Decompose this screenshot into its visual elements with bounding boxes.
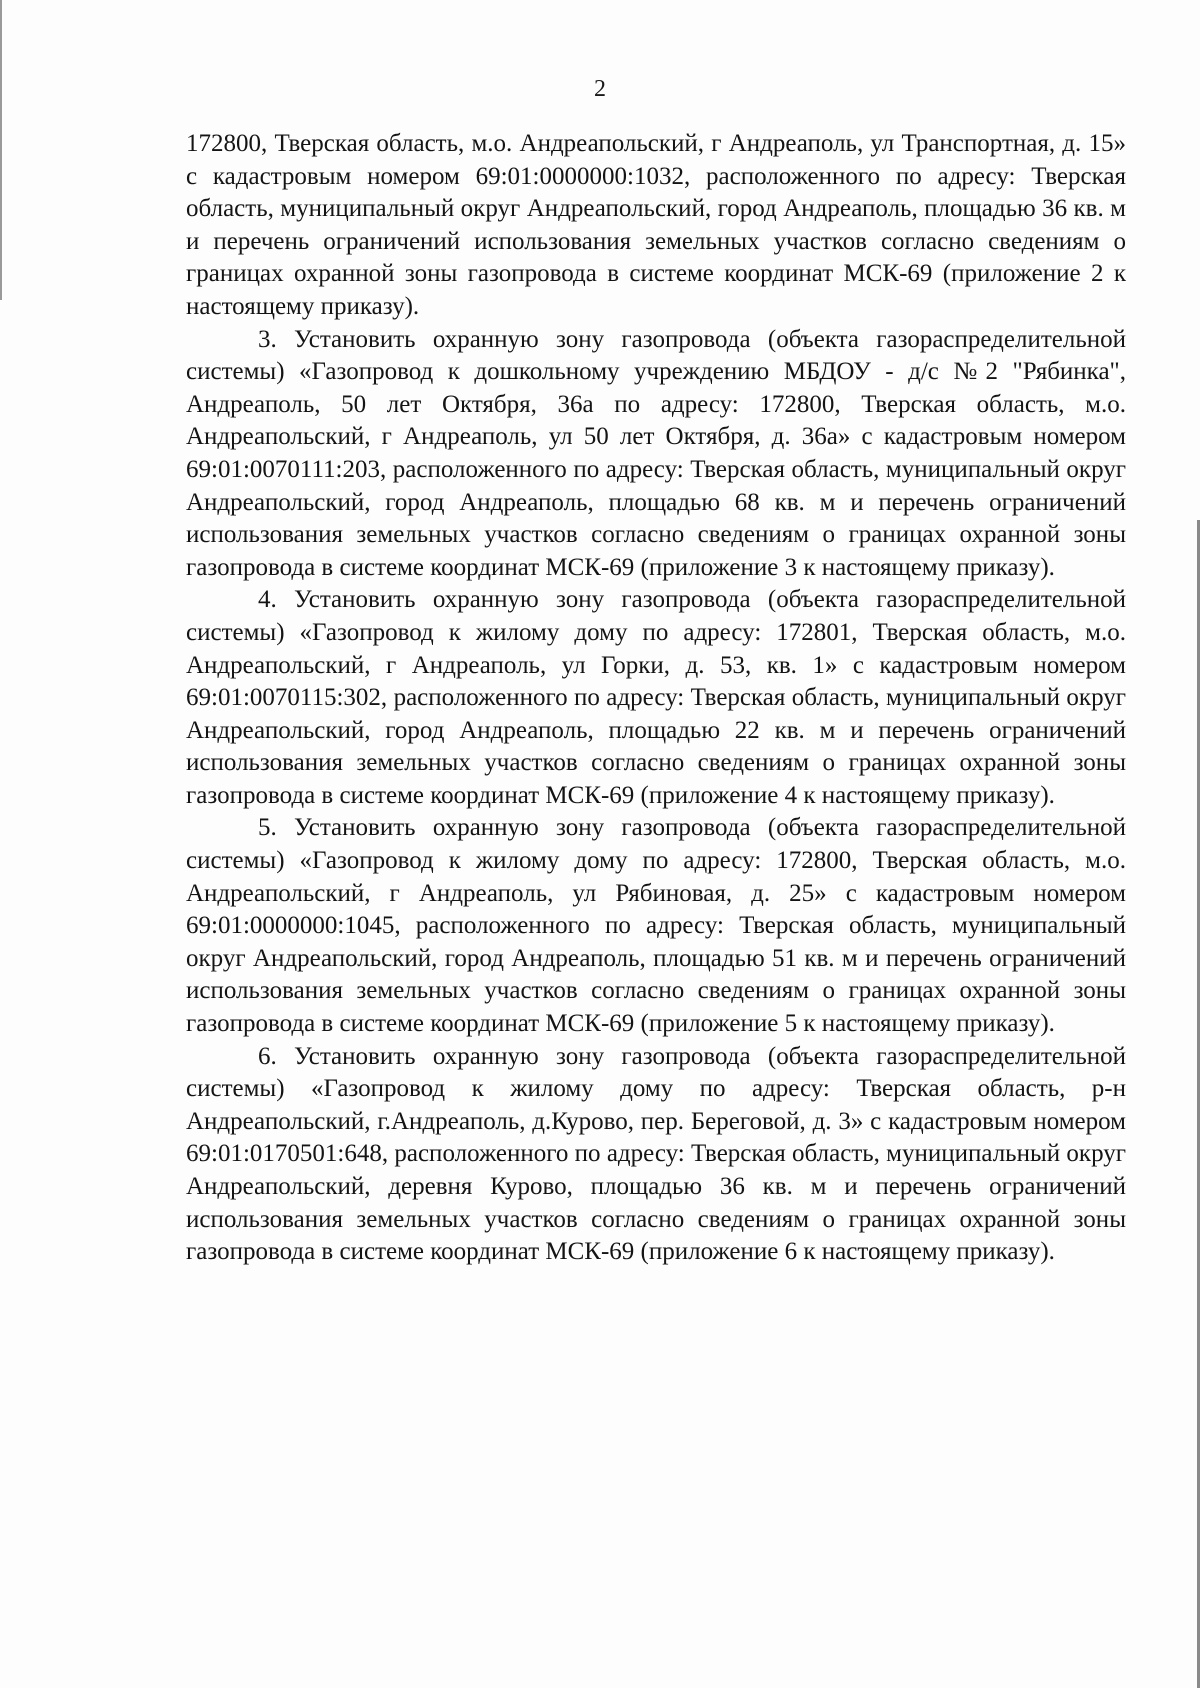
paragraph-item-3: 3. Установить охранную зону газопровода (объекта газораспределительной системы) «Газопровод к дошкольному учреждению МБДОУ - д/с №2 "Рябинка", Андреаполь, 50 лет Октября, 36а по адресу: 172800, Тверская область, м.о. Андреапольский, г Андреаполь, ул 50 лет Октября, д. 36а» с кадастровым номером 69:01:0070111:203, расположенного по адресу: Тверская область, муниципальный округ Андреапольский, город Андреаполь, площадью 68 кв. м и перечень ограничений использования земельных участков согласно сведениям о границах охранной зоны газопровода в системе координат МСК-69 (приложение 3 к настоящему приказу). (186, 325, 1126, 581)
document-body (186, 128, 1126, 1269)
paragraph-item-4: 4. Установить охранную зону газопровода (объекта газораспределительной системы) «Газопровод к жилому дому по адресу: 172801, Тверская область, м.о. Андреапольский, г Андреаполь, ул Горки, д. 53, кв. 1» с кадастровым номером 69:01:0070115:302, расположенного по адресу: Тверская область, муниципальный округ Андреапольский, город Андреаполь, площадью 22 кв. м и перечень ограничений использования земельных участков согласно сведениям о границах охранной зоны газопровода в системе координат МСК-69 (приложение 4 к настоящему приказу). (186, 586, 1126, 809)
paragraph-item-6: 6. Установить охранную зону газопровода (объекта газораспределительной системы) «Газопровод к жилому дому по адресу: Тверская область, р-н Андреапольский, г.Андреаполь, д.Курово, пер. Береговой, д. 3» с кадастровым номером 69:01:0170501:648, расположенного по адресу: Тверская область, муниципальный округ Андреапольский, деревня Курово, площадью 36 кв. м и перечень ограничений использования земельных участков согласно сведениям о границах охранной зоны газопровода в системе координат МСК-69 (приложение 6 к настоящему приказу). (186, 1042, 1126, 1266)
paragraph-continuation: 172800, Тверская область, м.о. Андреапольский, г Андреаполь, ул Транспортная, д. 15» с кадастровым номером 69:01:0000000:1032, расположенного по адресу: Тверская область, муниципальный округ Андреапольский, город Андреаполь, площадью 36 кв. м и перечень ограничений использования земельных участков согласно сведениям о границах охранной зоны газопровода в системе координат МСК-69 (приложение 2 к настоящему приказу). (186, 130, 1126, 320)
paragraph-item-5: 5. Установить охранную зону газопровода (объекта газораспределительной системы) «Газопровод к жилому дому по адресу: 172800, Тверская область, м.о. Андреапольский, г Андреаполь, ул Рябиновая, д. 25» с кадастровым номером 69:01:0000000:1045, расположенного по адресу: Тверская область, муниципальный округ Андреапольский, город Андреаполь, площадью 51 кв. м и перечень ограничений использования земельных участков согласно сведениям о границах охранной зоны газопровода в системе координат МСК-69 (приложение 5 к настоящему приказу). (186, 814, 1126, 1038)
page-number: 2 (594, 76, 606, 102)
scan-edge-left (0, 0, 2, 300)
